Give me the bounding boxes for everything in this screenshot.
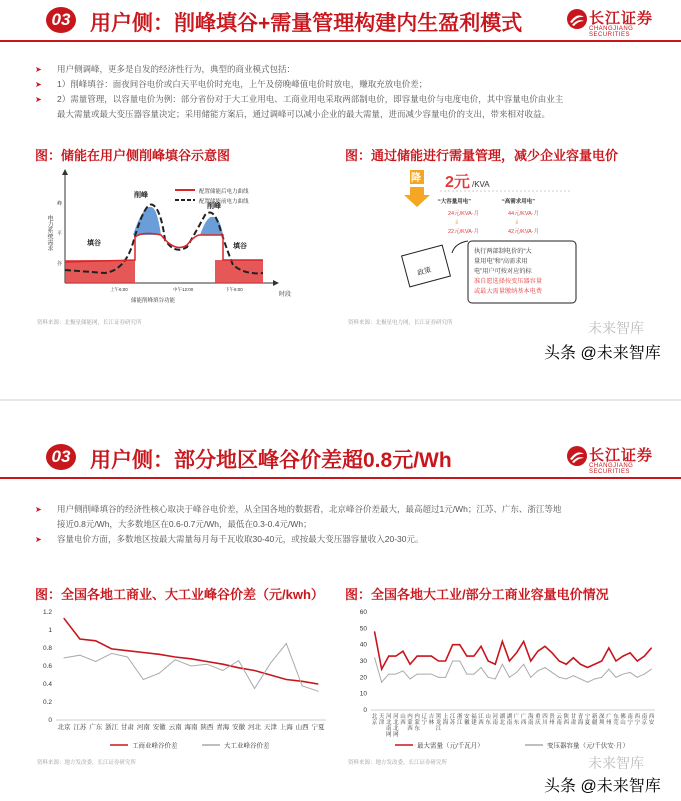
data-point — [374, 631, 375, 632]
x-tick-label: 贵州 — [549, 714, 555, 726]
x-tick-label: 北京 — [57, 724, 71, 731]
data-point — [175, 659, 176, 660]
x-tick-label: 江西 — [478, 714, 484, 726]
x-tick-label: 广东 — [513, 714, 520, 726]
x-tick-label: 江苏 — [73, 724, 87, 731]
legend-label: 变压器容量（元/千伏安·月） — [547, 742, 629, 750]
data-point — [417, 674, 418, 675]
x-tick-label: 浙江 — [105, 724, 119, 731]
data-point — [537, 651, 538, 652]
price-cell: 44元/KVA·月 — [508, 211, 540, 217]
data-point — [488, 661, 489, 662]
data-point — [270, 663, 271, 664]
x-tick: 中午12:00 — [173, 287, 194, 292]
arrow-icon: ➤ — [35, 80, 42, 89]
x-tick-label: 北京 — [371, 714, 378, 726]
y-tick: 峰 — [57, 201, 63, 207]
data-point — [459, 644, 460, 645]
x-tick-label: 四川 — [542, 714, 548, 726]
slide-2 — [0, 401, 681, 801]
slide-1 — [0, 0, 681, 400]
data-point — [651, 647, 652, 648]
x-tick-label: 西宁 — [634, 714, 641, 726]
chart-right — [345, 604, 665, 754]
data-point — [523, 664, 524, 665]
chart-left — [30, 604, 330, 754]
y-tick-label: 1.2 — [42, 609, 52, 616]
valley-label: 填谷 — [87, 240, 101, 247]
y-tick-label: 0.4 — [42, 681, 52, 688]
data-point — [559, 677, 560, 678]
data-point — [127, 650, 128, 651]
data-point — [630, 652, 631, 653]
x-tick-label: 内蒙西 — [407, 714, 413, 732]
data-point — [502, 641, 503, 642]
figure-title-left: 图：储能在用户侧削峰填谷示意图 — [35, 148, 231, 163]
data-point — [286, 643, 287, 644]
data-point — [488, 677, 489, 678]
x-tick: 上午6:00 — [110, 287, 128, 292]
data-point — [222, 670, 223, 671]
price-cell: 24元/KVA·月 — [448, 211, 480, 217]
y-tick-label: 0.8 — [42, 645, 52, 652]
series-line — [375, 632, 652, 670]
data-point — [601, 677, 602, 678]
note-line: 量用电”和“高需求用 — [474, 258, 528, 265]
data-point — [63, 657, 64, 658]
data-point — [270, 675, 271, 676]
slide-header — [0, 0, 681, 42]
brand-logo — [566, 443, 676, 473]
data-point — [459, 661, 460, 662]
y-tick: 谷 — [57, 261, 63, 267]
x-tick: 下午6:00 — [225, 287, 243, 292]
x-tick-label: 陕西 — [563, 714, 570, 726]
data-point — [608, 647, 609, 648]
bullet-list — [35, 62, 655, 122]
data-point — [594, 678, 595, 679]
data-point — [381, 682, 382, 683]
data-point — [630, 672, 631, 673]
data-point — [318, 684, 319, 685]
watermark-faint: 未来智库 — [588, 320, 644, 336]
y-tick: 平 — [57, 231, 63, 237]
data-point — [95, 640, 96, 641]
y-tick-label: 1 — [48, 627, 52, 634]
data-point — [615, 677, 616, 678]
x-tick-label: 青海 — [216, 724, 230, 731]
x-tick-label: 安徽 — [152, 724, 166, 731]
data-point — [445, 677, 446, 678]
data-point — [594, 664, 595, 665]
data-point — [410, 678, 411, 679]
data-point — [473, 674, 474, 675]
x-tick-label: 湖南 — [506, 714, 513, 726]
x-tick-label: 广东 — [89, 724, 103, 731]
y-tick-label: 50 — [359, 625, 367, 633]
x-tick-label: 浙江 — [456, 714, 463, 726]
x-tick-label: 山东 — [485, 714, 491, 726]
x-tick-label: 内蒙东 — [414, 714, 420, 732]
legend-label: 最大需量（元/千瓦月） — [417, 742, 484, 750]
data-point — [175, 657, 176, 658]
data-point — [466, 656, 467, 657]
data-point — [206, 664, 207, 665]
x-tick-label: 海南 — [527, 714, 534, 726]
watermark: 头条 @未来智库 — [544, 778, 661, 795]
diagram-caption: 储能削峰填谷功能 — [131, 298, 176, 304]
logo-text: 长江证券 — [589, 447, 654, 464]
data-point — [523, 641, 524, 642]
data-point — [388, 656, 389, 657]
data-point — [286, 679, 287, 680]
data-point — [552, 652, 553, 653]
data-point — [445, 661, 446, 662]
data-point — [438, 677, 439, 678]
data-point — [502, 664, 503, 665]
y-tick-label: 30 — [359, 658, 367, 665]
figure-title-right: 图：通过储能进行需量管理，减少企业容量电价 — [345, 148, 619, 163]
peak-label: 削峰 — [207, 203, 221, 210]
arrow-icon: ➤ — [35, 535, 42, 544]
data-point — [318, 691, 319, 692]
data-point — [79, 655, 80, 656]
data-point — [111, 648, 112, 649]
data-point — [410, 664, 411, 665]
down-arrow-icon: ⇓ — [454, 220, 460, 226]
data-point — [559, 661, 560, 662]
x-tick-label: 福建 — [471, 714, 477, 726]
bullet-item: 接近0.8元/Wh，大多数地区在0.6-0.7元/Wh，最低在0.3-0.4元/Wh； — [57, 519, 312, 529]
valley-label: 填谷 — [233, 243, 247, 250]
watermark: 头条 @未来智库 — [544, 345, 661, 362]
data-point — [537, 670, 538, 671]
data-point — [431, 674, 432, 675]
bullet-item: 最大需量或最大变压器容量决定；采用储能方案后，通过调峰可以减小企业的最大需量，进而减少容量电价的支出，带来相对收益。 — [57, 109, 551, 119]
data-point — [615, 661, 616, 662]
data-point — [222, 664, 223, 665]
x-tick-label: 陕西 — [200, 724, 214, 731]
x-tick-label: 深圳 — [598, 714, 605, 726]
col-header: “大容量用电” — [438, 199, 472, 205]
decrease-badge: 降 — [411, 173, 421, 184]
data-point — [608, 669, 609, 670]
source-note: 资料来源：地方发改委，长江证券研究所 — [348, 760, 448, 766]
demand-charge-infographic — [400, 165, 580, 310]
x-tick-label: 云南 — [168, 724, 182, 731]
series-line — [64, 644, 318, 692]
data-point — [302, 685, 303, 686]
x-tick-label: 东莞 — [613, 714, 619, 726]
legend-label: 大工业峰谷价差 — [224, 742, 270, 750]
data-point — [402, 670, 403, 671]
logo-text: 长江证券 — [589, 10, 654, 27]
data-point — [566, 678, 567, 679]
x-tick-label: 河北 — [248, 724, 262, 731]
x-tick-label: 海南 — [184, 724, 198, 731]
logo-icon — [566, 8, 588, 30]
y-tick-label: 40 — [359, 641, 367, 649]
peak-shaving-diagram — [35, 165, 305, 310]
logo-icon — [566, 445, 588, 467]
x-tick-label: 甘肃 — [120, 724, 134, 731]
x-tick-label: 山西 — [400, 714, 406, 726]
data-point — [644, 656, 645, 657]
note-line: 执行两部制电价的“大 — [474, 248, 532, 255]
x-tick-label: 江苏 — [449, 714, 456, 726]
section-number: 03 — [46, 444, 76, 470]
data-point — [587, 667, 588, 668]
x-tick-label: 宁夏 — [584, 714, 591, 726]
x-tick-label: 南京 — [641, 714, 648, 726]
price-cell: 42元/KVA·月 — [508, 229, 540, 235]
data-point — [580, 678, 581, 679]
peak-label: 削峰 — [134, 192, 148, 199]
y-axis-label: 电力系统需求 — [46, 215, 52, 251]
slide-header — [0, 437, 681, 479]
data-point — [95, 661, 96, 662]
data-point — [388, 674, 389, 675]
data-point — [516, 652, 517, 653]
x-tick-label: 湖北 — [499, 714, 506, 726]
data-point — [481, 667, 482, 668]
data-point — [587, 682, 588, 683]
data-point — [623, 674, 624, 675]
data-point — [623, 656, 624, 657]
watermark-faint: 未来智库 — [588, 755, 644, 771]
arrow-icon: ➤ — [35, 95, 42, 104]
data-point — [191, 666, 192, 667]
logo-subtext: CHANGJIANG SECURITIES — [589, 463, 634, 475]
x-tick-label: 山西 — [295, 724, 309, 731]
legend-label: 配置储能后电力曲线 — [199, 189, 249, 195]
data-point — [424, 674, 425, 675]
page-title: 用户侧：削峰填谷+需量管理构建内生盈利模式 — [90, 12, 523, 35]
down-arrow-icon: ⇓ — [514, 220, 520, 226]
section-number: 03 — [46, 7, 76, 33]
col-header: “高需求用电” — [502, 199, 536, 205]
data-point — [381, 669, 382, 670]
data-point — [544, 667, 545, 668]
data-point — [424, 656, 425, 657]
data-point — [302, 681, 303, 682]
amount: 2元 — [445, 174, 470, 191]
data-point — [637, 677, 638, 678]
data-point — [552, 672, 553, 673]
logo-subtext: CHANGJIANG SECURITIES — [589, 26, 634, 38]
bullet-item: ➤ 容量电价方面，多数地区按最大需量每月每千瓦收取30-40元，或按最大变压器容量收入20-30元。 — [35, 532, 655, 547]
data-point — [544, 646, 545, 647]
y-tick-label: 20 — [359, 674, 367, 682]
data-point — [516, 672, 517, 673]
note-line: 准自愿选择按变压器容量 — [474, 278, 543, 285]
bullet-item: ➤ 用户侧调峰，更多是自发的经济性行为，典型的商业模式包括： — [35, 62, 655, 77]
arrow-icon: ➤ — [35, 505, 42, 514]
x-tick-label: 重庆 — [535, 714, 541, 726]
x-tick-label: 吉林 — [428, 714, 435, 726]
note-line: 或最大需量缴纳基本电费 — [474, 288, 543, 295]
data-point — [395, 656, 396, 657]
x-tick-label: 河北南网 — [385, 714, 392, 738]
data-point — [143, 679, 144, 680]
data-point — [254, 670, 255, 671]
x-tick-label: 云南 — [556, 714, 562, 726]
data-point — [395, 674, 396, 675]
bullet-item: ➤ 2）需量管理，以容量电价为例：部分省份对于大工业用电、工商业用电采取两部制电价，即容量电价与电度电价，其中容量电价由业主 — [35, 92, 655, 107]
x-tick-label: 安徽 — [232, 724, 246, 731]
x-tick-label: 青海 — [577, 714, 584, 726]
data-point — [644, 674, 645, 675]
x-axis-label: 时段 — [279, 292, 292, 298]
data-point — [127, 657, 128, 658]
data-point — [509, 661, 510, 662]
data-point — [191, 658, 192, 659]
data-point — [143, 652, 144, 653]
policy-sign: 政策 — [416, 266, 433, 278]
data-point — [530, 661, 531, 662]
x-tick-label: 广州 — [606, 714, 612, 726]
bullet-item: ➤ 用户侧削峰填谷的经济性核心取决于峰谷电价差，从全国各地的数据看，北京峰谷价差最大，最高超过1元/Wh；江苏、广东、浙江等地 — [35, 502, 655, 517]
data-point — [637, 661, 638, 662]
data-point — [495, 664, 496, 665]
data-point — [481, 646, 482, 647]
x-tick-label: 广西 — [520, 714, 527, 726]
data-point — [111, 653, 112, 654]
y-tick-label: 60 — [359, 609, 367, 616]
data-point — [438, 661, 439, 662]
data-point — [509, 677, 510, 678]
source-note: 资料来源：北极星储能网，长江证券研究所 — [37, 320, 142, 326]
data-point — [651, 669, 652, 670]
data-point — [402, 651, 403, 652]
x-tick-label: 上海 — [442, 714, 449, 726]
amount-unit: /KVA — [472, 180, 490, 189]
data-point — [452, 661, 453, 662]
x-tick-label: 甘肃 — [570, 714, 577, 726]
series-line — [375, 658, 652, 683]
down-arrow-icon — [404, 187, 430, 207]
x-tick-label: 河南 — [492, 714, 499, 726]
x-tick-label: 天津 — [378, 714, 385, 726]
y-tick-label: 10 — [359, 690, 367, 698]
y-tick-label: 0 — [363, 707, 367, 714]
source-note: 资料来源：北极星电力网，长江证券研究所 — [348, 320, 453, 326]
data-point — [79, 639, 80, 640]
data-point — [530, 677, 531, 678]
x-tick-label: 黑龙江 — [435, 714, 442, 732]
document-icon — [402, 245, 451, 287]
data-point — [580, 664, 581, 665]
legend-label: 配置储能前电力曲线 — [199, 199, 249, 205]
price-cell: 22元/KVA·月 — [448, 229, 480, 235]
data-point — [63, 618, 64, 619]
data-point — [238, 667, 239, 668]
x-tick-label: 天津 — [263, 724, 277, 731]
figure-title-right: 图：全国各地大工业/部分工商业容量电价情况 — [345, 587, 609, 602]
brand-logo — [566, 6, 676, 36]
data-point — [374, 657, 375, 658]
source-note: 资料来源：地方发改委，长江证券研究所 — [37, 760, 137, 766]
x-tick-label: 佛山 — [620, 714, 626, 726]
x-tick-label: 新疆 — [591, 714, 598, 726]
x-tick-label: 河南 — [136, 724, 150, 731]
page-title: 用户侧：部分地区峰谷价差超0.8元/Wh — [90, 449, 452, 472]
y-tick-label: 0 — [48, 717, 52, 724]
data-point — [495, 678, 496, 679]
legend-label: 工商业峰谷价差 — [132, 742, 178, 750]
data-point — [573, 657, 574, 658]
data-point — [159, 654, 160, 655]
data-point — [159, 673, 160, 674]
data-point — [238, 660, 239, 661]
bullet-item: ➤ 1）削峰填谷：面夜间谷电价或白天平电价时充电，上午及傍晚峰值电价时放电，赚取充放电价差； — [35, 77, 655, 92]
y-tick-label: 0.6 — [42, 663, 52, 670]
data-point — [573, 675, 574, 676]
x-tick-label: 上海 — [279, 724, 293, 731]
y-tick-label: 0.2 — [42, 699, 52, 706]
data-point — [431, 656, 432, 657]
note-line: 电”用户可按对应的标 — [474, 268, 532, 275]
x-tick-label: 河北北网 — [393, 714, 399, 738]
x-tick-label: 宁夏 — [311, 724, 325, 731]
data-point — [254, 688, 255, 689]
bullet-list — [35, 502, 655, 547]
data-point — [601, 661, 602, 662]
data-point — [466, 674, 467, 675]
data-point — [473, 656, 474, 657]
x-tick-label: 辽宁 — [421, 714, 428, 726]
figure-title-left: 图：全国各地工商业、大工业峰谷价差（元/kwh） — [35, 587, 324, 602]
data-point — [452, 644, 453, 645]
x-tick-label: 安徽 — [464, 714, 470, 726]
arrow-icon: ➤ — [35, 65, 42, 74]
data-point — [206, 661, 207, 662]
x-tick-label: 西安 — [648, 714, 655, 726]
data-point — [566, 664, 567, 665]
data-point — [417, 656, 418, 657]
x-tick-label: 南宁 — [627, 714, 633, 726]
